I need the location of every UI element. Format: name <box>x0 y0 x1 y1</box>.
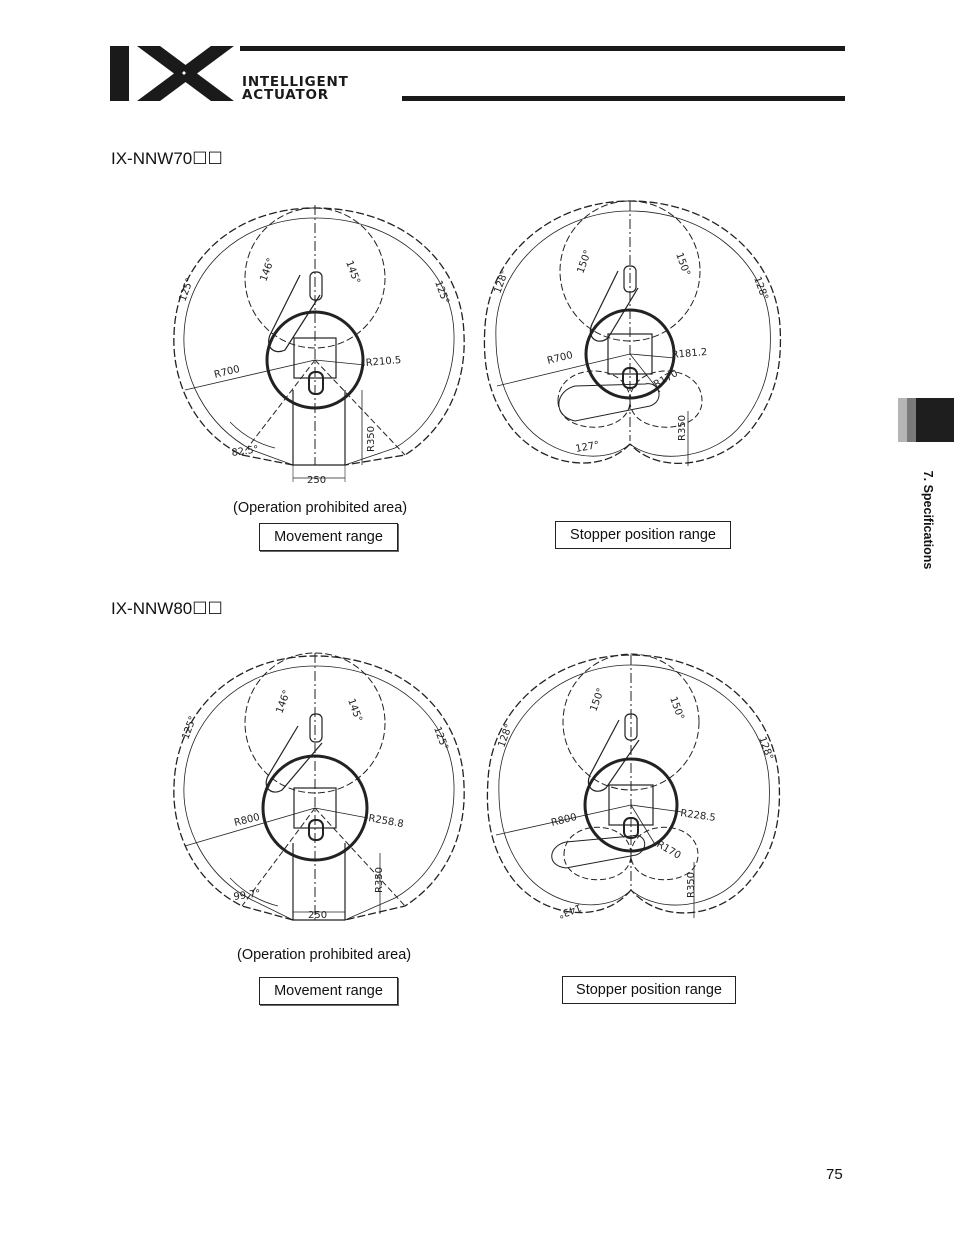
model-title-nnw80: IX-NNW80☐☐ <box>111 599 223 618</box>
nnw70-st-angle-top-right: 150° <box>673 251 692 278</box>
nnw80-mv-angle-side-right: 125° <box>431 725 450 752</box>
nnw80-st-bottom-angle: 143° <box>556 901 583 920</box>
nnw70-st-bottom-radius: R350 <box>677 414 688 441</box>
side-tab-label: 7. Specifications <box>921 470 935 570</box>
nnw70-mv-angle-side-right: 125° <box>432 279 451 306</box>
nnw80-mv-prohibited-width: 250 <box>308 910 328 921</box>
ix-logo-mark <box>110 46 236 101</box>
nnw70-st-tool-radius: R170 <box>652 368 681 391</box>
nnw70-prohibited-caption: (Operation prohibited area) <box>233 500 408 516</box>
logo-text-line2: ACTUATOR <box>242 87 329 103</box>
nnw80-mv-prohibited-radius: R350 <box>374 866 385 893</box>
stopper-range-diagram-nnw80 <box>484 650 784 925</box>
nnw70-mv-inner-radius: R210.5 <box>365 354 402 369</box>
nnw80-mv-inner-radius: R258.8 <box>367 813 405 831</box>
stopper-range-diagram-nnw70 <box>480 196 785 476</box>
movement-range-diagram-nnw70 <box>170 200 470 490</box>
nnw80-st-angle-top-left: 150° <box>588 686 608 714</box>
movement-range-diagram-nnw80 <box>170 648 470 933</box>
nnw80-st-angle-top-right: 150° <box>667 695 686 722</box>
nnw70-mv-angle-side-left: 125° <box>177 276 197 304</box>
nnw80-st-tool-radius: R170 <box>654 839 683 862</box>
nnw80-st-inner-radius: R228.5 <box>679 808 717 824</box>
nnw70-st-angle-top-left: 150° <box>575 248 595 276</box>
nnw70-mv-prohibited-angle: 82.5° <box>230 444 260 459</box>
page-number: 75 <box>826 1166 843 1183</box>
nnw70-mv-prohibited-radius: R350 <box>366 425 377 452</box>
nnw80-st-reach-radius: R800 <box>550 811 578 829</box>
nnw70-st-angle-side-right: 128° <box>751 275 770 302</box>
nnw70-st-angle-side-left: 128° <box>492 268 512 296</box>
nnw80-mv-angle-top-right: 145° <box>345 697 364 724</box>
nnw80-mv-angle-side-left: 125° <box>180 714 200 742</box>
nnw70-st-bottom-angle: 127° <box>574 439 601 455</box>
nnw80-st-bottom-radius: R350 <box>686 871 697 898</box>
nnw70-st-inner-radius: R181.2 <box>671 346 708 361</box>
nnw80-mv-angle-top-left: 146° <box>274 688 294 716</box>
header-rule-bottom <box>402 96 845 101</box>
nnw80-movement-range-label: Movement range <box>259 977 398 1005</box>
nnw70-mv-angle-top-right: 145° <box>343 259 362 286</box>
nnw70-stopper-range-label: Stopper position range <box>555 521 731 549</box>
nnw70-movement-range-label: Movement range <box>259 523 398 551</box>
side-tab-stripe-mid <box>907 398 916 442</box>
nnw80-st-angle-side-left: 128° <box>496 722 516 750</box>
logo-text-line1: INTELLIGENT <box>242 74 349 90</box>
nnw70-mv-prohibited-width: 250 <box>307 475 327 486</box>
header-rule-top <box>240 46 845 51</box>
nnw70-mv-reach-radius: R700 <box>213 363 241 381</box>
side-tab-stripe-light <box>898 398 907 442</box>
nnw80-stopper-range-label: Stopper position range <box>562 976 736 1004</box>
side-tab-block <box>916 398 954 442</box>
nnw80-mv-prohibited-angle: 99.7° <box>232 888 262 903</box>
nnw80-mv-reach-radius: R800 <box>233 811 261 829</box>
nnw80-st-angle-side-right: 128° <box>756 735 775 762</box>
nnw80-prohibited-caption: (Operation prohibited area) <box>237 947 412 963</box>
nnw70-mv-angle-top-left: 146° <box>258 256 278 284</box>
nnw70-st-reach-radius: R700 <box>546 349 574 367</box>
model-title-nnw70: IX-NNW70☐☐ <box>111 149 223 168</box>
